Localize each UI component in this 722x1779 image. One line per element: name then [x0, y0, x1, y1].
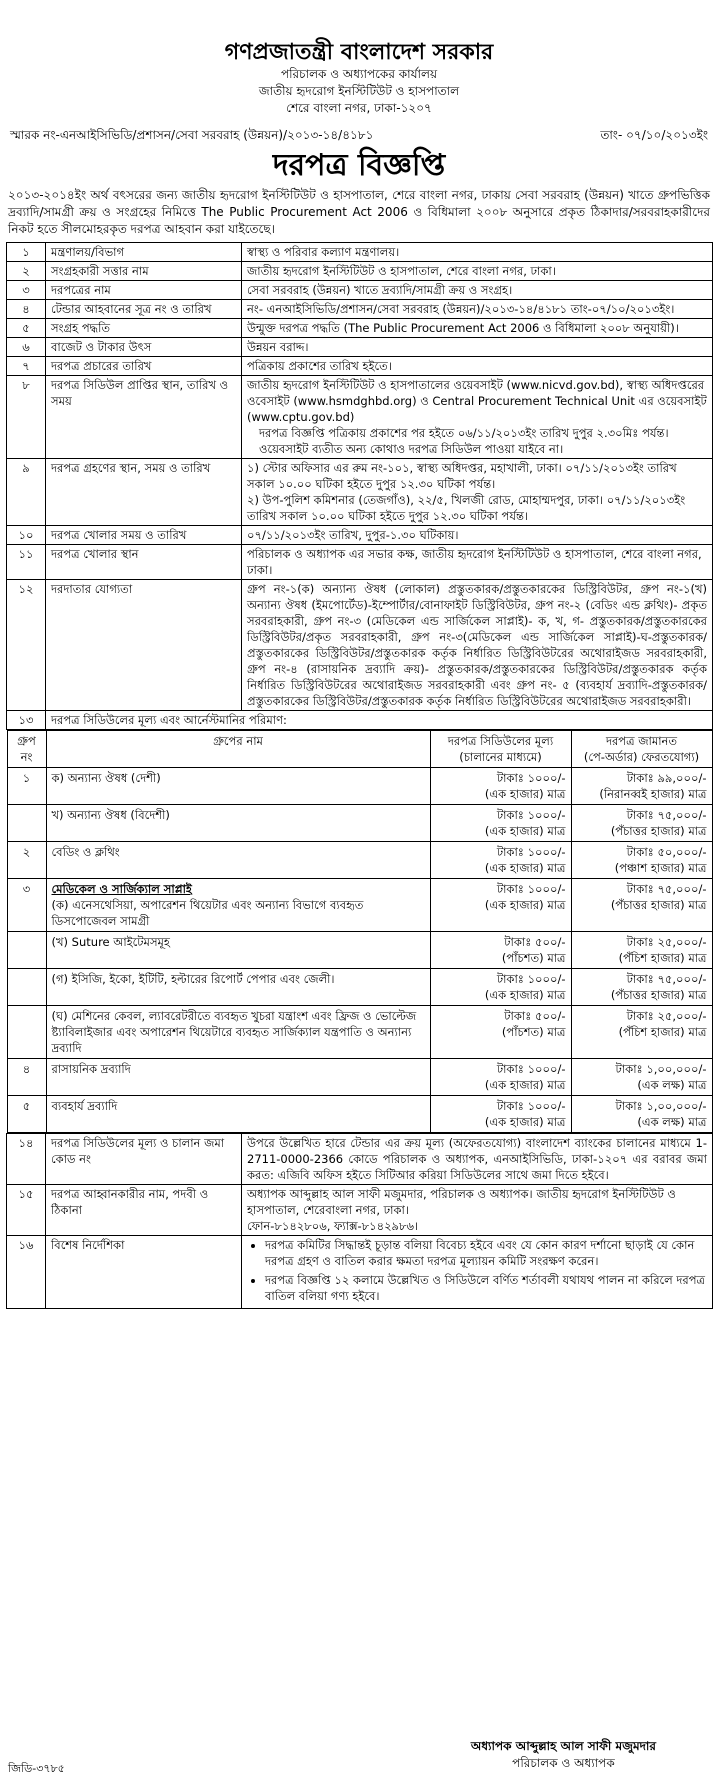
price-header: দরপত্র সিডিউলের মূল্য (চালানের মাধ্যমে): [430, 731, 571, 768]
table-row: ১১ দরপত্র খোলার স্থান পরিচালক ও অধ্যাপক এর সভার কক্ষ, জাতীয় হৃদরোগ ইনস্টিটিউট ও হাসপাতাল, শেরে বাংলা নগর, ঢাকা।: [7, 545, 713, 580]
group-row: খ) অন্যান্য ঔষধ (বিদেশী) টাকাঃ ১০০০/- (এক হাজার) মাত্র টাকাঃ ৭৫,০০০/- (পঁচাত্তর হাজার) মাত্র: [7, 805, 712, 842]
signatory-title: পরিচালক ও অধ্যাপক: [512, 1756, 615, 1770]
special-instructions: [247, 1237, 707, 1304]
table-row: ৬ বাজেট ও টাকার উৎস উন্নয়ন বরাদ্দ।: [7, 338, 713, 357]
group-row: (খ) Suture আইটেমসমূহ টাকাঃ ৫০০/- (পাঁচশত) মাত্র টাকাঃ ২৫,০০০/- (পঁচিশ হাজার) মাত্র: [7, 932, 712, 969]
group-heading: মেডিকেল ও সার্জিক্যাল সাপ্লাই: [51, 882, 192, 896]
group-row: ১ ক) অন্যান্য ঔষধ (দেশী) টাকাঃ ১০০০/- (এক হাজার) মাত্র টাকাঃ ৯৯,০০০/- (নিরানব্বই হাজার) মাত্র: [7, 768, 712, 805]
group-row: (ঘ) মেশিনের কেবল, ল্যাবরেটরীতে ব্যবহৃত খুচরা যন্ত্রাংশ এবং ফ্রিজ ও ভোল্টেজ ষ্ট্যাবিলাইজার এবং অপারেশন থিয়েটারে ব্যবহৃত সার্জিক্যাল যন্ত্রপাতি ও অন্যান্য দ্রব্যাদি টাকাঃ ৫০০/- (পাঁচশত) মাত্র টাকাঃ ২৫,০০০/- (পঁচিশ হাজার) মাত্র: [7, 1006, 712, 1059]
tender-details-table: [6, 242, 713, 1309]
notice-title: দরপত্র বিজ্ঞপ্তি: [272, 148, 446, 183]
footer-code: জিডি-৩৭৮৫: [8, 1762, 65, 1775]
institute-address: শেরে বাংলা নগর, ঢাকা-১২০৭: [286, 101, 432, 115]
group-row: ২ বেডিং ও ক্লথিং টাকাঃ ১০০০/- (এক হাজার) মাত্র টাকাঃ ৫০,০০০/- (পঞ্চাশ হাজার) মাত্র: [7, 842, 712, 879]
schedule-websites: জাতীয় হৃদরোগ ইনস্টিটিউট ও হাসপাতালের ওয়েবসাইট (www.nicvd.gov.bd), স্বাস্থ্য অধিদপ্তরের ওবেসাইট (www.hsmdghbd.org) ও Central Procurement Technical Unit এর ওয়েবসাইট (www.cptu.gov.bd): [247, 378, 707, 424]
table-row: ১ মন্ত্রণালয়/বিভাগ স্বাস্থ্য ও পরিবার কল্যাণ মন্ত্রণালয়।: [7, 243, 713, 262]
list-item: • দরপত্র কমিটির সিদ্ধান্তই চূড়ান্ত বলিয়া বিবেচ্য হইবে এবং যে কোন কারণ দর্শানো ছাড়াই যে কোন দরপত্র গ্রহণ ও বাতিল করার ক্ষমতা দরপত্র মূল্যায়ন কমিটি সংরক্ষণ করেন।: [265, 1237, 707, 1269]
submission-place-1: ১) স্টোর অফিসার এর রুম নং-১০১, স্বাস্থ্য অধিদপ্তর, মহাখালী, ঢাকা। ০৭/১১/২০১৩ইং তারিখ সকাল ১০.০০ ঘটিকা হইতে দুপুর ১২.৩০ ঘটিকা পর্যন্ত।: [247, 461, 677, 491]
group-name-header: গ্রুপের নাম: [46, 731, 430, 768]
table-row: ৪ টেন্ডার আহবানের সূত্র নং ও তারিখ নং- এনআইসিভিডি/প্রশাসন/সেবা সরবরাহ (উন্নয়ন)/২০১৩-১৪/৪১৮১ তাং-০৭/১০/২০১৩ইং।: [7, 300, 713, 319]
group-no-header: গ্রুপ নং: [7, 731, 46, 768]
institute-name: জাতীয় হৃদরোগ ইনস্টিটিউট ও হাসপাতাল: [258, 84, 460, 98]
table-row: ১২ দরদাতার যোগ্যতা গ্রুপ নং-১(ক) অন্যান্য ঔষধ (লোকাল) প্রস্তুতকারক/প্রস্তুতকারকের ডিস্ট্রিবিউটর, গ্রুপ নং-১(খ) অন্যান্য ঔষধ (ইমপোর্টেড)-ইম্পোর্টার/বোনাফাইট ডিস্ট্রিবিউটর, গ্রুপ নং-২ (বেডিং এন্ড ক্লথিং)- প্রকৃত সরবরাহকারী, গ্রুপ নং-৩ (মেডিকেল এন্ড সার্জিকেল সাপ্লাই)- ক, খ, গ- প্রস্তুতকারক/প্রস্তুতকারকের ডিস্ট্রিবিউটর/প্রকৃত সরবরাহকারী, গ্রুপ নং-৩(মেডিকেল এন্ড সার্জিকেল সাপ্লাই)-ঘ-প্রস্তুতকারক/প্রস্তুতকারকের ডিস্ট্রিবিউটর/প্রস্তুতকারক কর্তৃক নির্ধারিত ডিস্ট্রিবিউটরের অথোরাইজড সরবরাহকারী, গ্রুপ নং-৪ (রাসায়নিক দ্রব্যাদি ক্রয়)- প্রস্তুতকারক/প্রস্তুতকারকের ডিস্ট্রিবিউটর/প্রস্তুতকারক কর্তৃক নির্ধারিত ডিস্ট্রিবিউটরের অথোরাইজড সরবরাহকারী এবং গ্রুপ নং- ৫ (ব্যবহার্য দ্রব্যাদি-প্রস্তুতকারক/প্রস্তুতকারকের ডিস্ট্রিবিউটর/প্রস্তুতকারক কর্তৃক নির্ধারিত ডিস্ট্রিবিউটরের অথোরাইজড সরবরাহকারী।: [7, 580, 713, 711]
office-name: পরিচালক ও অধ্যাপকের কার্যালয়: [280, 67, 438, 81]
memo-line: [10, 127, 708, 143]
groups-header-row: [7, 731, 712, 768]
group-row: ৪ রাসায়নিক দ্রব্যাদি টাকাঃ ১০০০/- (এক হাজার) মাত্র টাকাঃ ১,০০,০০০/- (এক লক্ষ) মাত্র: [7, 1059, 712, 1096]
table-row: ১৪ দরপত্র সিডিউলের মূল্য ও চালান জমা কোড নং উপরে উল্লেখিত হারে টেন্ডার এর ক্রয় মূল্য (অফেরতযোগ্য) বাংলাদেশ ব্যাংকের চালানের মাধ্যমে 1-2711-0000-2366 কোডে পরিচালক ও অধ্যাপক, এনআইসিভিডি, ঢাকা-১২০৭ এর বরাবর জমা করত: এজিবি অফিস হইতে সিটিআর করিয়া সিডিউলের সাথে জমা দিতে হইবে।: [7, 1134, 713, 1185]
signature-block: [471, 1738, 656, 1772]
table-row: ২ সংগ্রহকারী সত্তার নাম জাতীয় হৃদরোগ ইনস্টিটিউট ও হাসপাতাল, শেরে বাংলা নগর, ঢাকা।: [7, 262, 713, 281]
issuer-name: অধ্যাপক আব্দুল্লাহ আল সাফী মজুমদার, পরিচালক ও অধ্যাপক। জাতীয় হৃদরোগ ইনস্টিটিউট ও হাসপাতাল, শেরেবাংলা নগর, ঢাকা।: [247, 1187, 676, 1217]
list-item: • দরপত্র বিজ্ঞপ্তি ১২ কলামে উল্লেখিত ও সিডিউলে বর্ণিত শর্তাবলী যথাযথ পালন না করিলে দরপত্র বাতিল বলিয়া গণ্য হইবে।: [265, 1272, 707, 1304]
group-row: ৫ ব্যবহার্য দ্রব্যাদি টাকাঃ ১০০০/- (এক হাজার) মাত্র টাকাঃ ১,০০,০০০/- (এক লক্ষ) মাত্র: [7, 1096, 712, 1133]
table-row: ১৬ বিশেষ নির্দেশিকা • দরপত্র কমিটির সিদ্ধান্তই চূড়ান্ত বলিয়া বিবেচ্য হইবে এবং যে কোন কারণ দর্শানো ছাড়াই যে কোন দরপত্র গ্রহণ ও বাতিল করার ক্ষমতা দরপত্র মূল্যায়ন কমিটি সংরক্ষণ করেন। • দরপত্র বিজ্ঞপ্তি ১২ কলামে উল্লেখিত ও সিডিউলে বর্ণিত শর্তাবলী যথাযথ পালন না করিলে দরপত্র বাতিল বলিয়া গণ্য হইবে।: [7, 1236, 713, 1309]
group-row: (গ) ইসিজি, ইকো, ইটিটি, হল্টারের রিপোর্ট পেপার এবং জেলী। টাকাঃ ১০০০/- (এক হাজার) মাত্র টাকাঃ ৭৫,০০০/- (পঁচাত্তর হাজার) মাত্র: [7, 969, 712, 1006]
signatory-name: অধ্যাপক আব্দুল্লাহ আল সাফী মজুমদার: [470, 1739, 656, 1753]
table-row: ৯ দরপত্র গ্রহণের স্থান, সময় ও তারিখ ১) স্টোর অফিসার এর রুম নং-১০১, স্বাস্থ্য অধিদপ্তর, মহাখালী, ঢাকা। ০৭/১১/২০১৩ইং তারিখ সকাল ১০.০০ ঘটিকা হইতে দুপুর ১২.৩০ ঘটিকা পর্যন্ত। ২) উপ-পুলিশ কমিশনার (তেজগাঁও), ২২/৫, খিলজী রোড, মোহাম্মদপুর, ঢাকা। ০৭/১১/২০১৩ইং তারিখ সকাল ১০.০০ ঘটিকা হইতে দুপুর ১২.৩০ ঘটিকা পর্যন্ত।: [7, 459, 713, 526]
table-row: ১০ দরপত্র খোলার সময় ও তারিখ ০৭/১১/২০১৩ইং তারিখ, দুপুর-১.৩০ ঘটিকায়।: [7, 526, 713, 545]
schedule-deadline: দরপত্র বিজ্ঞপ্তি পত্রিকায় প্রকাশের পর হইতে ০৬/১১/২০১৩ইং তারিখ দুপুর ২.৩০মিঃ পর্যন্ত। ওয়েবসাইট ব্যতীত অন্য কোথাও দরপত্র সিডিউল পাওয়া যাইবে না।: [259, 426, 669, 456]
deposit-header: দরপত্র জামানত (পে-অর্ডার) ফেরতযোগ্য): [571, 731, 712, 768]
table-row: ৭ দরপত্র প্রচারের তারিখ পত্রিকায় প্রকাশের তারিখ হইতে।: [7, 357, 713, 376]
table-row: ৮ দরপত্র সিডিউল প্রাপ্তির স্থান, তারিখ ও সময় জাতীয় হৃদরোগ ইনস্টিটিউট ও হাসপাতালের ওয়েবসাইট (www.nicvd.gov.bd), স্বাস্থ্য অধিদপ্তরের ওবেসাইট (www.hsmdghbd.org) ও Central Procurement Technical Unit এর ওয়েবসাইট (www.cptu.gov.bd) দরপত্র বিজ্ঞপ্তি পত্রিকায় প্রকাশের পর হইতে ০৬/১১/২০১৩ইং তারিখ দুপুর ২.৩০মিঃ পর্যন্ত। ওয়েবসাইট ব্যতীত অন্য কোথাও দরপত্র সিডিউল পাওয়া যাইবে না।: [7, 376, 713, 459]
groups-table: [7, 730, 713, 1133]
group-row: ৩ মেডিকেল ও সার্জিক্যাল সাপ্লাই (ক) এনেসথেসিয়া, অপারেশন থিয়েটার এবং অন্যান্য বিভাগে ব্যবহৃত ডিসপোজেবল সামগ্রী টাকাঃ ১০০০/- (এক হাজার) মাত্র টাকাঃ ৭৫,০০০/- (পঁচাত্তর হাজার) মাত্র: [7, 879, 712, 932]
issuer-phone: ফোন-৮১৪২৮০৬, ফ্যাক্স-৮১৪২৯৮৬।: [247, 1219, 419, 1233]
table-row: ১৫ দরপত্র আহ্বানকারীর নাম, পদবী ও ঠিকানা অধ্যাপক আব্দুল্লাহ আল সাফী মজুমদার, পরিচালক ও অধ্যাপক। জাতীয় হৃদরোগ ইনস্টিটিউট ও হাসপাতাল, শেরেবাংলা নগর, ঢাকা। ফোন-৮১৪২৮০৬, ফ্যাক্স-৮১৪২৯৮৬।: [7, 1185, 713, 1236]
submission-place-2: ২) উপ-পুলিশ কমিশনার (তেজগাঁও), ২২/৫, খিলজী রোড, মোহাম্মদপুর, ঢাকা। ০৭/১১/২০১৩ইং তারিখ সকাল ১০.০০ ঘটিকা হইতে দুপুর ১২.৩০ ঘটিকা পর্যন্ত।: [247, 493, 686, 523]
table-row: ১৩ দরপত্র সিডিউলের মূল্য এবং আর্নেস্টমানির পরিমাণ:: [7, 711, 713, 730]
table-row: ৫ সংগ্রহ পদ্ধতি উন্মুক্ত দরপত্র পদ্ধতি (The Public Procurement Act 2006 ও বিধিমালা ২০০৮ অনুযায়ী)।: [7, 319, 713, 338]
intro-paragraph: ২০১৩-২০১৪ইং অর্থ বৎসরের জন্য জাতীয় হৃদরোগ ইনস্টিটিউট ও হাসপাতাল, শেরে বাংলা নগর, ঢাকায় সেবা সরবরাহ (উন্নয়ন) খাতে গ্রুপভিত্তিক দ্রব্যাদি/সামগ্রী ক্রয় ও সংগ্রহের নিমিত্তে The Public Procurement Act 2006 ও বিধিমালা ২০০৮ অনুসারে প্রকৃত ঠিকাদার/সরবরাহকারীদের নিকট হতে সীলমোহরকৃত দরপত্র আহবান করা যাইতেছে।: [8, 188, 710, 236]
memo-date: তাং- ০৭/১০/২০১৩ইং: [600, 128, 708, 142]
table-row: ৩ দরপত্রের নাম সেবা সরবরাহ (উন্নয়ন) খাতে দ্রব্যাদি/সামগ্রী ক্রয় ও সংগ্রহ।: [7, 281, 713, 300]
government-title: গণপ্রজাতন্ত্রী বাংলাদেশ সরকার: [224, 40, 494, 65]
tender-notice: [6, 6, 712, 1309]
memo-number: স্মারক নং-এনআইসিভিডি/প্রশাসন/সেবা সরবরাহ (উন্নয়ন)/২০১৩-১৪/৪১৮১: [10, 128, 374, 142]
groups-table-container: [7, 730, 713, 1134]
